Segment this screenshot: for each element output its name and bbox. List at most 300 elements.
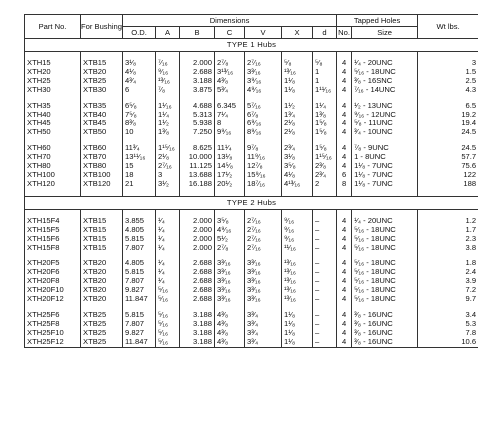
spacer-cell (25, 209, 81, 217)
part-no-cell: XTH20F8 (25, 277, 81, 286)
spacer-cell (215, 137, 245, 144)
holes-size-cell: ⁵⁄₈ - 11UNC (352, 119, 418, 128)
header-part-no: Part No. (25, 15, 81, 39)
dim-x-cell: 4¹³⁄₁₆ (282, 180, 313, 189)
spacer-row (25, 52, 479, 60)
dim-x-cell: 1¹⁄₂ (282, 102, 313, 111)
holes-size-cell: ⁵⁄₁₆ - 18UNC (352, 277, 418, 286)
dim-v-cell: 6⁹⁄₁₆ (245, 119, 282, 128)
dim-d-cell: 2 (313, 180, 337, 189)
spacer-cell (123, 137, 156, 144)
dim-c-cell: 4³⁄₈ (215, 311, 245, 320)
spacer-cell (25, 95, 81, 102)
spacer-cell (313, 137, 337, 144)
dim-a-cell: ⁹⁄₁₆ (156, 68, 180, 77)
dim-c-cell: 6.345 (215, 102, 245, 111)
dim-b-cell: 2.688 (180, 286, 215, 295)
spacer-cell (123, 209, 156, 217)
weight-cell: 2.3 (418, 235, 478, 244)
dim-c-cell: 13¹⁄₈ (215, 153, 245, 162)
dim-v-cell: 6⁷⁄₈ (245, 111, 282, 120)
header-d: d (313, 27, 337, 39)
od-cell: 7.807 (123, 277, 156, 286)
dim-d-cell: 1 (313, 77, 337, 86)
dim-v-cell: 5⁷⁄₁₆ (245, 102, 282, 111)
part-no-cell: XTH25 (25, 77, 81, 86)
table-row (25, 235, 479, 244)
dim-b-cell: 10.000 (180, 153, 215, 162)
weight-cell: 3 (418, 59, 478, 68)
dim-x-cell: 1¹⁄₈ (282, 338, 313, 347)
dim-v-cell: 3³⁄₁₆ (245, 277, 282, 286)
spacer-cell (123, 252, 156, 259)
od-cell: 4³⁄₄ (123, 77, 156, 86)
spacer-cell (418, 209, 478, 217)
holes-no-cell: 4 (337, 338, 352, 347)
od-cell: 10 (123, 128, 156, 137)
od-cell: 6 (123, 86, 156, 95)
dim-b-cell: 2.000 (180, 217, 215, 226)
table-row (25, 217, 479, 226)
table-row (25, 277, 479, 286)
spacer-cell (180, 137, 215, 144)
od-cell: 7⁵⁄₈ (123, 111, 156, 120)
weight-cell: 188 (418, 180, 478, 189)
dim-v-cell: 3³⁄₄ (245, 338, 282, 347)
part-no-cell: XTH50 (25, 128, 81, 137)
spacer-cell (180, 52, 215, 60)
od-cell: 3.855 (123, 217, 156, 226)
weight-cell: 7.8 (418, 329, 478, 338)
spacer-cell (337, 252, 352, 259)
bushing-cell: XTB25 (81, 338, 123, 347)
weight-cell: 7.2 (418, 286, 478, 295)
spacer-cell (180, 304, 215, 311)
dim-b-cell: 2.688 (180, 277, 215, 286)
spacer-cell (418, 304, 478, 311)
dim-a-cell: ⁵⁄₁₆ (156, 286, 180, 295)
bushing-cell: XTB20 (81, 295, 123, 304)
weight-cell: 57.7 (418, 153, 478, 162)
table-row (25, 162, 479, 171)
holes-no-cell: 4 (337, 162, 352, 171)
dim-a-cell: ⁵⁄₁₆ (156, 311, 180, 320)
dim-a-cell: ⁷⁄₈ (156, 86, 180, 95)
spacer-cell (123, 189, 156, 197)
holes-size-cell: ⁵⁄₁₆ - 18UNC (352, 268, 418, 277)
spacer-cell (156, 304, 180, 311)
weight-cell: 75.6 (418, 162, 478, 171)
part-no-cell: XTH45 (25, 119, 81, 128)
weight-cell: 1.2 (418, 217, 478, 226)
od-cell: 11.847 (123, 295, 156, 304)
dim-d-cell: – (313, 235, 337, 244)
spacer-cell (245, 304, 282, 311)
spacer-cell (156, 95, 180, 102)
spacer-cell (313, 209, 337, 217)
table-row (25, 180, 479, 189)
dim-b-cell: 3.875 (180, 86, 215, 95)
dim-b-cell: 5.938 (180, 119, 215, 128)
dim-c-cell: 5³⁄₄ (215, 86, 245, 95)
dim-c-cell: 3¹³⁄₁₆ (215, 68, 245, 77)
part-no-cell: XTH60 (25, 144, 81, 153)
dim-b-cell: 16.188 (180, 180, 215, 189)
dim-b-cell: 3.188 (180, 320, 215, 329)
spacer-cell (337, 95, 352, 102)
table-row (25, 77, 479, 86)
dim-c-cell: 3³⁄₁₆ (215, 277, 245, 286)
weight-cell: 3.9 (418, 277, 478, 286)
weight-cell: 10.6 (418, 338, 478, 347)
dim-c-cell: 3³⁄₁₆ (215, 295, 245, 304)
dim-c-cell: 3³⁄₁₆ (215, 268, 245, 277)
dim-b-cell: 13.688 (180, 171, 215, 180)
spacer-cell (245, 189, 282, 197)
spacer-cell (81, 252, 123, 259)
dim-b-cell: 2.000 (180, 235, 215, 244)
table-header (25, 15, 479, 39)
dim-b-cell: 8.625 (180, 144, 215, 153)
dim-d-cell: 1⁵⁄₈ (313, 119, 337, 128)
spacer-cell (180, 95, 215, 102)
part-no-cell: XTH15F6 (25, 235, 81, 244)
weight-cell: 24.5 (418, 144, 478, 153)
dim-x-cell: 1¹⁄₈ (282, 329, 313, 338)
dim-d-cell: – (313, 226, 337, 235)
dim-d-cell: – (313, 217, 337, 226)
spacer-cell (25, 189, 81, 197)
weight-cell: 1.5 (418, 68, 478, 77)
spacer-cell (352, 209, 418, 217)
dim-a-cell: ¹⁄₄ (156, 235, 180, 244)
dim-x-cell: 1¹⁄₈ (282, 320, 313, 329)
part-no-cell: XTH20F10 (25, 286, 81, 295)
dim-v-cell: 3³⁄₁₆ (245, 295, 282, 304)
section-title-row (25, 196, 479, 209)
spacer-cell (418, 95, 478, 102)
header-b: B (180, 27, 215, 39)
bushing-cell: XTB35 (81, 102, 123, 111)
weight-cell: 3.4 (418, 311, 478, 320)
spacer-cell (215, 209, 245, 217)
holes-size-cell: ⁵⁄₁₆ - 18UNC (352, 226, 418, 235)
dim-v-cell: 8⁹⁄₁₆ (245, 128, 282, 137)
holes-no-cell: 4 (337, 102, 352, 111)
bushing-cell: XTB25 (81, 320, 123, 329)
holes-no-cell: 4 (337, 217, 352, 226)
holes-size-cell: ³⁄₈ - 16UNC (352, 311, 418, 320)
bushing-cell: XTB50 (81, 128, 123, 137)
part-no-cell: XTH15F5 (25, 226, 81, 235)
spacer-cell (215, 189, 245, 197)
table-row (25, 111, 479, 120)
dim-c-cell: 7¹⁄₄ (215, 111, 245, 120)
dim-v-cell: 4⁹⁄₁₆ (245, 86, 282, 95)
bushing-cell: XTB20 (81, 68, 123, 77)
spacer-cell (352, 52, 418, 60)
spacer-row (25, 304, 479, 311)
holes-no-cell: 4 (337, 77, 352, 86)
dim-b-cell: 3.188 (180, 338, 215, 347)
spacer-cell (282, 52, 313, 60)
spacer-cell (215, 252, 245, 259)
dim-b-cell: 3.188 (180, 311, 215, 320)
table-row (25, 286, 479, 295)
part-no-cell: XTH20F6 (25, 268, 81, 277)
od-cell: 8³⁄₈ (123, 119, 156, 128)
dim-x-cell: 1³⁄₄ (282, 111, 313, 120)
weight-cell: 6.5 (418, 102, 478, 111)
dim-x-cell: 2³⁄₄ (282, 144, 313, 153)
part-no-cell: XTH20F5 (25, 259, 81, 268)
spacer-cell (25, 137, 81, 144)
holes-no-cell: 8 (337, 180, 352, 189)
bushing-cell: XTB80 (81, 162, 123, 171)
dim-c-cell: 4³⁄₈ (215, 338, 245, 347)
spacer-cell (81, 52, 123, 60)
part-no-cell: XTH15F8 (25, 244, 81, 253)
dim-c-cell: 9⁹⁄₁₆ (215, 128, 245, 137)
dim-a-cell: 1¹⁵⁄₁₆ (156, 144, 180, 153)
spacer-cell (313, 252, 337, 259)
bushing-cell: XTB100 (81, 171, 123, 180)
od-cell: 5.815 (123, 268, 156, 277)
spacer-cell (352, 252, 418, 259)
dimensions-table (24, 14, 478, 348)
dim-d-cell: – (313, 259, 337, 268)
spacer-cell (25, 304, 81, 311)
part-no-cell: XTH70 (25, 153, 81, 162)
dim-x-cell: ¹³⁄₁₆ (282, 268, 313, 277)
table-body (25, 39, 479, 348)
table-row (25, 338, 479, 347)
dim-d-cell: – (313, 277, 337, 286)
bushing-cell: XTB25 (81, 329, 123, 338)
section-title-row (25, 39, 479, 52)
header-size: Size (352, 27, 418, 39)
dim-v-cell: 2⁷⁄₁₆ (245, 226, 282, 235)
hub-dimension-table (24, 14, 478, 434)
holes-size-cell: ⁵⁄₁₆ - 18UNC (352, 235, 418, 244)
part-no-cell: XTH15F4 (25, 217, 81, 226)
spacer-cell (156, 137, 180, 144)
dim-x-cell: 3⁵⁄₈ (282, 162, 313, 171)
spacer-cell (337, 304, 352, 311)
part-no-cell: XTH40 (25, 111, 81, 120)
spacer-cell (81, 209, 123, 217)
holes-no-cell: 4 (337, 59, 352, 68)
spacer-cell (352, 95, 418, 102)
dim-d-cell: 1¹¹⁄₁₆ (313, 86, 337, 95)
od-cell: 13¹¹⁄₁₆ (123, 153, 156, 162)
holes-size-cell: ³⁄₈ - 16UNC (352, 329, 418, 338)
weight-cell: 5.3 (418, 320, 478, 329)
holes-no-cell: 4 (337, 153, 352, 162)
dim-d-cell: – (313, 295, 337, 304)
dim-b-cell: 2.000 (180, 59, 215, 68)
spacer-cell (245, 137, 282, 144)
bushing-cell: XTB20 (81, 259, 123, 268)
dim-v-cell: 15⁹⁄₁₆ (245, 171, 282, 180)
dim-x-cell: ¹³⁄₁₆ (282, 286, 313, 295)
od-cell: 3¹⁄₈ (123, 59, 156, 68)
dim-a-cell: ⁵⁄₁₆ (156, 320, 180, 329)
dim-a-cell: ¹⁄₄ (156, 277, 180, 286)
header-weight: Wt lbs. (418, 15, 478, 39)
bushing-cell: XTB25 (81, 311, 123, 320)
holes-no-cell: 4 (337, 244, 352, 253)
holes-size-cell: ³⁄₈ - 16SNC (352, 77, 418, 86)
dim-d-cell: – (313, 329, 337, 338)
spacer-row (25, 209, 479, 217)
bushing-cell: XTB60 (81, 144, 123, 153)
table-row (25, 86, 479, 95)
part-no-cell: XTH100 (25, 171, 81, 180)
od-cell: 6⁵⁄₈ (123, 102, 156, 111)
dim-c-cell: 4⁹⁄₁₆ (215, 226, 245, 235)
dim-b-cell: 2.000 (180, 244, 215, 253)
bushing-cell: XTB70 (81, 153, 123, 162)
dim-c-cell: 20¹⁄₂ (215, 180, 245, 189)
table-row (25, 59, 479, 68)
table-row (25, 171, 479, 180)
dim-v-cell: 3³⁄₄ (245, 329, 282, 338)
bushing-cell: XTB15 (81, 59, 123, 68)
dim-v-cell: 2⁷⁄₁₆ (245, 244, 282, 253)
dim-v-cell: 11⁹⁄₁₆ (245, 153, 282, 162)
dim-a-cell: 1³⁄₈ (156, 128, 180, 137)
spacer-cell (313, 52, 337, 60)
dim-v-cell: 3³⁄₁₆ (245, 259, 282, 268)
dim-x-cell: ¹¹⁄₁₆ (282, 244, 313, 253)
dim-a-cell: 1¹⁄₁₆ (156, 102, 180, 111)
dim-x-cell: 1¹⁄₈ (282, 86, 313, 95)
spacer-cell (215, 95, 245, 102)
spacer-cell (313, 95, 337, 102)
dim-d-cell: 1¹⁵⁄₁₆ (313, 153, 337, 162)
table-row (25, 259, 479, 268)
table-row (25, 128, 479, 137)
od-cell: 4.805 (123, 259, 156, 268)
holes-size-cell: ¹⁄₂ - 13UNC (352, 102, 418, 111)
part-no-cell: XTH20F12 (25, 295, 81, 304)
table-row (25, 311, 479, 320)
header-c: C (215, 27, 245, 39)
spacer-cell (245, 95, 282, 102)
holes-size-cell: ³⁄₄ - 10UNC (352, 128, 418, 137)
bushing-cell: XTB15 (81, 226, 123, 235)
holes-size-cell: 1¹⁄₈ - 7UNC (352, 162, 418, 171)
dim-d-cell: – (313, 338, 337, 347)
dim-b-cell: 4.688 (180, 102, 215, 111)
holes-no-cell: 4 (337, 68, 352, 77)
spacer-cell (215, 52, 245, 60)
part-no-cell: XTH30 (25, 86, 81, 95)
holes-size-cell: ¹⁄₄ - 20UNC (352, 217, 418, 226)
dim-a-cell: 1¹⁄₂ (156, 119, 180, 128)
weight-cell: 3.8 (418, 244, 478, 253)
dim-x-cell: 2¹⁄₈ (282, 128, 313, 137)
od-cell: 11.847 (123, 338, 156, 347)
holes-no-cell: 4 (337, 329, 352, 338)
dim-x-cell: ⁹⁄₁₆ (282, 235, 313, 244)
spacer-cell (282, 304, 313, 311)
spacer-cell (25, 252, 81, 259)
holes-size-cell: ⁹⁄₁₆ - 12UNC (352, 111, 418, 120)
dim-c-cell: 3³⁄₁₆ (215, 286, 245, 295)
dim-b-cell: 3.188 (180, 77, 215, 86)
dim-b-cell: 2.688 (180, 268, 215, 277)
holes-no-cell: 4 (337, 320, 352, 329)
od-cell: 11³⁄₄ (123, 144, 156, 153)
spacer-cell (418, 52, 478, 60)
dim-x-cell: 3¹⁄₈ (282, 153, 313, 162)
dim-x-cell: 2¹⁄₈ (282, 119, 313, 128)
part-no-cell: XTH80 (25, 162, 81, 171)
dim-x-cell: ¹³⁄₁₆ (282, 259, 313, 268)
dim-v-cell: 3³⁄₄ (245, 320, 282, 329)
weight-cell: 1.7 (418, 226, 478, 235)
header-for-bushing: For Bushing (81, 15, 123, 39)
dim-x-cell: ⁹⁄₁₆ (282, 226, 313, 235)
dim-v-cell: 18⁷⁄₁₆ (245, 180, 282, 189)
dim-v-cell: 3³⁄₁₆ (245, 68, 282, 77)
dim-c-cell: 4³⁄₈ (215, 329, 245, 338)
dim-a-cell: 2¹⁄₈ (156, 153, 180, 162)
bushing-cell: XTB45 (81, 119, 123, 128)
section-title: TYPE 1 Hubs (25, 39, 479, 52)
od-cell: 21 (123, 180, 156, 189)
od-cell: 4¹⁄₈ (123, 68, 156, 77)
spacer-cell (81, 137, 123, 144)
header-od: O.D. (123, 27, 156, 39)
spacer-cell (81, 189, 123, 197)
spacer-cell (313, 304, 337, 311)
holes-size-cell: 1¹⁄₈ - 7UNC (352, 171, 418, 180)
holes-no-cell: 4 (337, 128, 352, 137)
spacer-row (25, 189, 479, 197)
table-row (25, 320, 479, 329)
spacer-row (25, 95, 479, 102)
dim-a-cell: ⁷⁄₁₆ (156, 59, 180, 68)
spacer-cell (81, 304, 123, 311)
bushing-cell: XTB30 (81, 86, 123, 95)
dim-a-cell: 2⁷⁄₁₆ (156, 162, 180, 171)
spacer-cell (180, 189, 215, 197)
spacer-cell (245, 209, 282, 217)
holes-no-cell: 4 (337, 226, 352, 235)
holes-no-cell: 4 (337, 235, 352, 244)
spacer-cell (418, 252, 478, 259)
dim-a-cell: 3¹⁄₂ (156, 180, 180, 189)
spacer-cell (245, 52, 282, 60)
header-a: A (156, 27, 180, 39)
dim-d-cell: – (313, 286, 337, 295)
dim-d-cell: – (313, 268, 337, 277)
header-tapped-holes: Tapped Holes (337, 15, 418, 27)
dim-v-cell: 3³⁄₁₆ (245, 268, 282, 277)
spacer-cell (418, 189, 478, 197)
od-cell: 5.815 (123, 311, 156, 320)
dim-v-cell: 2⁷⁄₁₆ (245, 235, 282, 244)
od-cell: 9.827 (123, 329, 156, 338)
holes-no-cell: 6 (337, 171, 352, 180)
dim-a-cell: 1¹⁄₄ (156, 111, 180, 120)
holes-size-cell: ³⁄₈ - 16UNC (352, 338, 418, 347)
spacer-cell (313, 189, 337, 197)
holes-no-cell: 4 (337, 311, 352, 320)
